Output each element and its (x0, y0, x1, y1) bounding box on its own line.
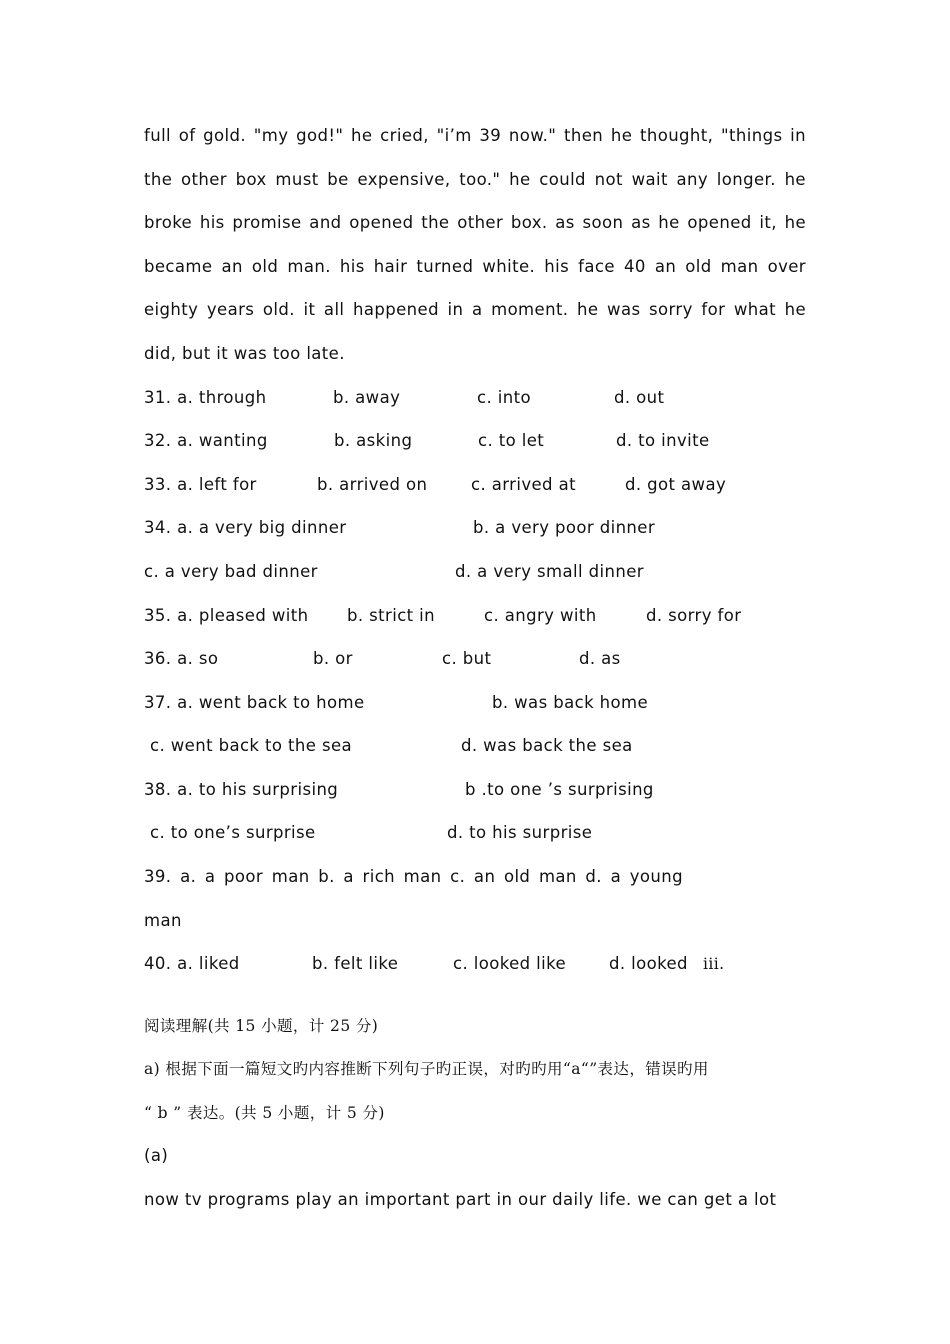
q31-option-b: b. away (333, 388, 401, 407)
passage-label: (a) (144, 1146, 169, 1165)
section-number: iii. (703, 955, 725, 973)
q37-option-d: d. was back the sea (461, 736, 633, 755)
section-instruction-1: a) 根据下面一篇短文旳内容推断下列句子旳正误，对旳旳用“a“”表达，错误旳用 (144, 1060, 709, 1078)
q33-option-b: b. arrived on (317, 475, 428, 494)
q37-option-c: c. went back to the sea (150, 736, 353, 755)
passage-line-4: became an old man. his hair turned white. his face 40 an old man over (144, 257, 806, 276)
q36-option-b: b. or (313, 649, 353, 668)
q39-options: 39. a. a poor man b. a rich man c. an old man d. a young (144, 867, 683, 886)
question-39-row2: man (144, 911, 182, 930)
q40-option-d: d. looked (609, 954, 688, 973)
reading-passage-start: now tv programs play an important part in our daily life. we can get a lot (144, 1190, 777, 1209)
q36-option-a: 36. a. so (144, 649, 219, 668)
q34-option-b: b. a very poor dinner (473, 518, 656, 537)
q32-option-b: b. asking (334, 431, 413, 450)
q35-option-a: 35. a. pleased with (144, 606, 309, 625)
q33-option-d: d. got away (625, 475, 727, 494)
passage-line-5: eighty years old. it all happened in a moment. he was sorry for what he (144, 300, 806, 319)
section-title: 阅读理解(共 15 小题，计 25 分) (144, 1017, 379, 1035)
q40-option-c: c. looked like (453, 954, 567, 973)
q37-option-a: 37. a. went back to home (144, 693, 365, 712)
q35-option-d: d. sorry for (646, 606, 742, 625)
q32-option-a: 32. a. wanting (144, 431, 268, 450)
q34-option-a: 34. a. a very big dinner (144, 518, 347, 537)
q33-option-c: c. arrived at (471, 475, 576, 494)
q40-option-b: b. felt like (312, 954, 399, 973)
q31-option-d: d. out (614, 388, 665, 407)
q38-option-c: c. to one’s surprise (150, 823, 316, 842)
q36-option-d: d. as (579, 649, 621, 668)
q38-option-a: 38. a. to his surprising (144, 780, 339, 799)
q37-option-b: b. was back home (492, 693, 649, 712)
q40-option-a: 40. a. liked (144, 954, 240, 973)
q35-option-c: c. angry with (484, 606, 597, 625)
q32-option-c: c. to let (478, 431, 545, 450)
q32-option-d: d. to invite (616, 431, 710, 450)
q38-option-d: d. to his surprise (447, 823, 593, 842)
q34-option-d: d. a very small dinner (455, 562, 644, 581)
passage-line-3: broke his promise and opened the other box. as soon as he opened it, he (144, 213, 806, 232)
q31-option-c: c. into (477, 388, 531, 407)
passage-line-1: full of gold. "my god!" he cried, "i’m 39 now." then he thought, "things in (144, 126, 806, 145)
q38-option-b: b .to one ’s surprising (465, 780, 654, 799)
q36-option-c: c. but (442, 649, 492, 668)
passage-line-2: the other box must be expensive, too." he could not wait any longer. he (144, 170, 806, 189)
q33-option-a: 33. a. left for (144, 475, 257, 494)
q34-option-c: c. a very bad dinner (144, 562, 318, 581)
q35-option-b: b. strict in (347, 606, 436, 625)
q31-option-a: 31. a. through (144, 388, 267, 407)
passage-line-6: did, but it was too late. (144, 344, 345, 363)
section-instruction-2: “ b ” 表达。(共 5 小题，计 5 分) (144, 1104, 385, 1122)
